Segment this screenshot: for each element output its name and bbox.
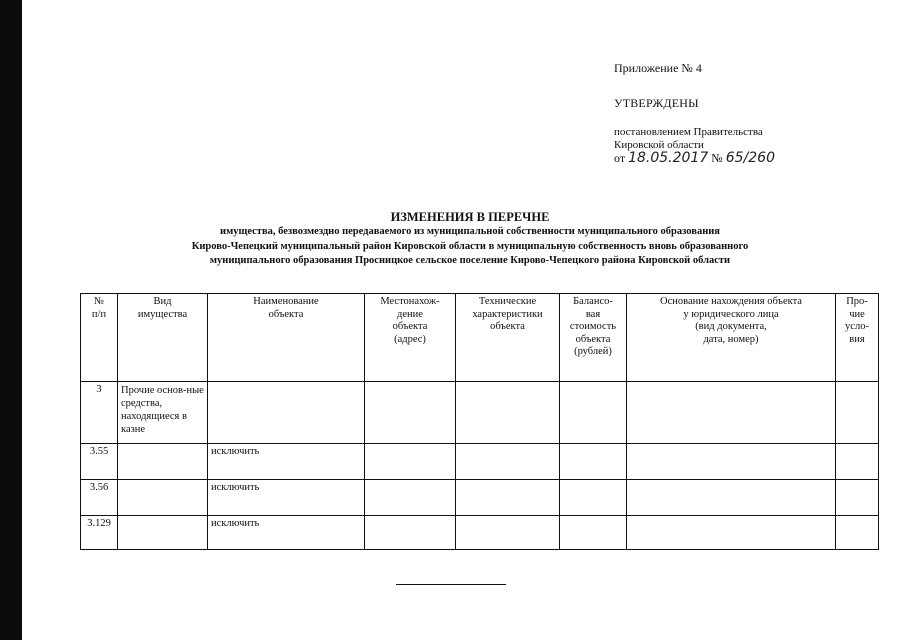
table-cell	[456, 516, 560, 550]
table-cell	[456, 444, 560, 480]
table-cell	[456, 382, 560, 444]
decree-line-2: Кировской области	[614, 139, 704, 151]
table-cell	[627, 444, 836, 480]
table-row	[81, 382, 879, 444]
column-header-line: объекта	[575, 333, 611, 345]
table-cell	[365, 516, 456, 550]
table-cell	[365, 382, 456, 444]
column-header-line: (адрес)	[394, 333, 426, 345]
column-header-line: объекта	[392, 321, 428, 332]
table-cell: исключить	[208, 516, 365, 550]
table-cell	[560, 480, 627, 516]
document-title-block	[80, 210, 860, 268]
document-subtitle-line-1: имущества, безвозмездно передаваемого из муниципальной собственности муниципального образования	[220, 226, 720, 237]
column-header-line: у юридического лица	[683, 308, 779, 320]
column-header-line: Наименование	[253, 296, 319, 307]
table-cell	[836, 516, 879, 550]
date-prefix: от	[614, 151, 626, 165]
table-cell: Прочие основ-ные средства, находящиеся в казне	[118, 382, 208, 444]
table-cell	[365, 444, 456, 480]
table-row	[81, 516, 879, 550]
table-cell: 3.56	[81, 480, 118, 516]
column-header-line: (вид документа,	[695, 321, 767, 332]
handwritten-number: 65/260	[725, 150, 775, 166]
column-header-line: чие	[849, 308, 865, 320]
table-cell	[118, 516, 208, 550]
column-header-line: Местонахож-	[380, 296, 440, 307]
approved-label: УТВЕРЖДЕНЫ	[614, 96, 699, 110]
table-cell	[456, 480, 560, 516]
table-cell	[118, 444, 208, 480]
column-header	[118, 294, 208, 382]
column-header-line: вия	[849, 333, 865, 345]
table-cell: 3.129	[81, 516, 118, 550]
bottom-divider-line	[396, 584, 506, 585]
table-cell	[836, 444, 879, 480]
table-cell	[836, 382, 879, 444]
table-cell: исключить	[208, 480, 365, 516]
table-cell	[560, 444, 627, 480]
property-changes-table	[80, 293, 879, 550]
handwritten-date: 18.05.2017	[628, 150, 709, 166]
column-header	[627, 294, 836, 382]
document-subtitle-line-2: Кирово-Чепецкий муниципальный район Кировской области в муниципальную собственность вновь образованного	[191, 240, 749, 252]
table-cell	[627, 480, 836, 516]
table-cell: 3	[81, 382, 118, 444]
column-header-line: п/п	[91, 308, 107, 320]
column-header-line: вая	[585, 308, 601, 320]
document-subtitle-line-3: муниципального образования Просницкое сельское поселение Кирово-Чепецкого района Кировской области	[209, 255, 731, 266]
column-header-line: характеристики	[472, 308, 543, 320]
column-header-line: Про-	[846, 296, 868, 307]
column-header	[208, 294, 365, 382]
table-cell	[365, 480, 456, 516]
column-header-line: усло-	[845, 321, 869, 332]
column-header-line: стоимость	[569, 321, 617, 332]
column-header	[81, 294, 118, 382]
column-header-line: объекта	[490, 321, 525, 332]
column-header-line: объекта	[268, 308, 304, 320]
table-cell	[118, 480, 208, 516]
column-header-line: имущества	[137, 308, 188, 320]
table-header-row	[81, 294, 879, 382]
column-header-line: Технические	[478, 296, 537, 307]
table-cell	[560, 382, 627, 444]
column-header-line: Вид	[153, 296, 172, 307]
column-header	[836, 294, 879, 382]
column-header-line: (рублей)	[574, 346, 612, 357]
table-row	[81, 444, 879, 480]
column-header	[456, 294, 560, 382]
document-title: ИЗМЕНЕНИЯ В ПЕРЕЧНЕ	[390, 210, 550, 224]
column-header-line: дата, номер)	[703, 333, 759, 345]
appendix-label: Приложение № 4	[614, 61, 702, 75]
column-header-line: Балансо-	[573, 296, 613, 307]
decree-line-1: постановлением Правительства	[614, 126, 763, 138]
decree-date-line	[614, 150, 775, 166]
scan-edge-bar	[0, 0, 22, 640]
column-header	[365, 294, 456, 382]
table-cell	[627, 382, 836, 444]
table-cell	[836, 480, 879, 516]
table-cell	[208, 382, 365, 444]
table-body	[81, 382, 879, 550]
table-cell: 3.55	[81, 444, 118, 480]
number-prefix: №	[711, 151, 723, 165]
column-header-line: Основание нахождения объекта	[660, 296, 802, 307]
column-header-line: №	[93, 296, 105, 307]
table-cell	[627, 516, 836, 550]
table-cell	[560, 516, 627, 550]
column-header	[560, 294, 627, 382]
table-row	[81, 480, 879, 516]
column-header-line: дение	[397, 308, 423, 320]
table-cell: исключить	[208, 444, 365, 480]
